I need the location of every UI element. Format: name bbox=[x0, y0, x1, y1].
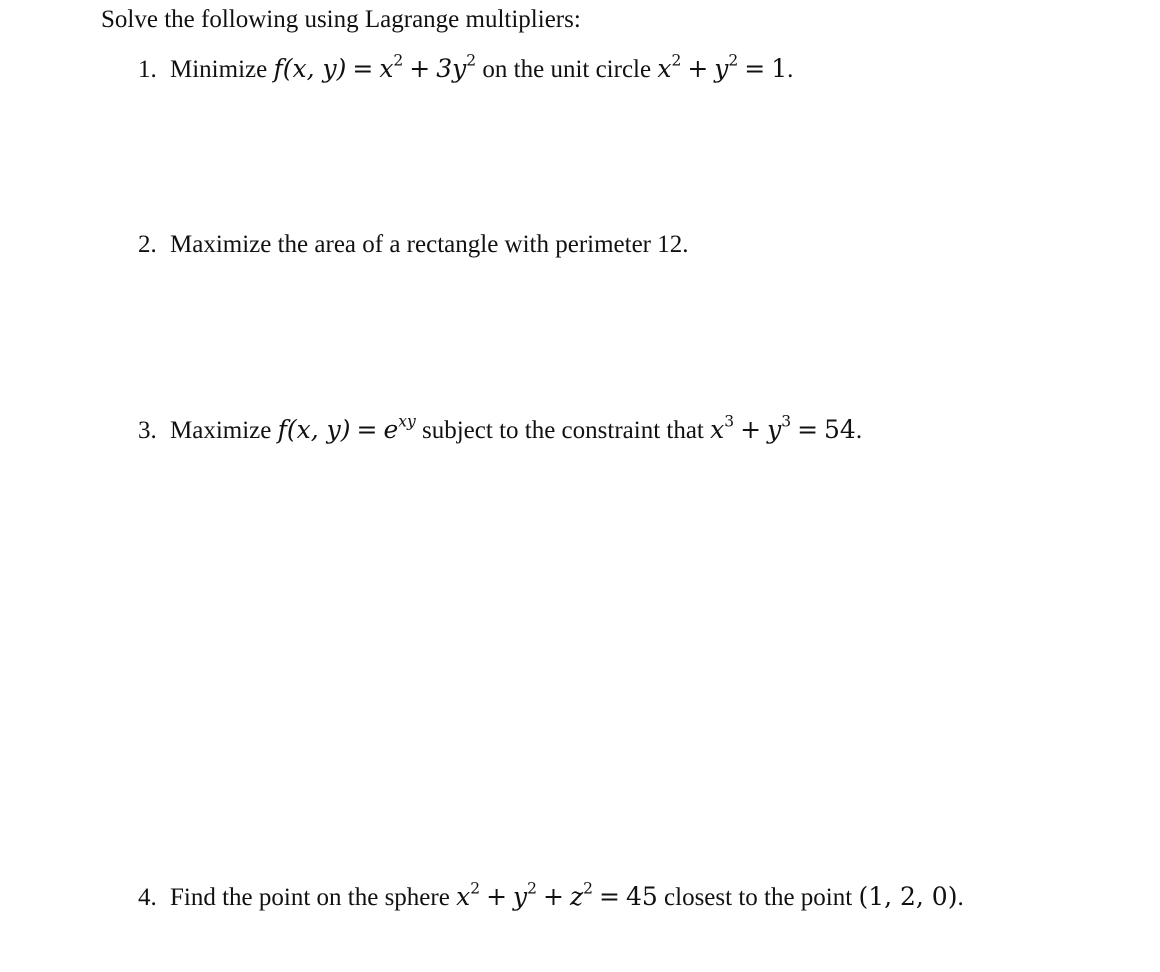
problem-verb: Maximize bbox=[170, 417, 272, 444]
constraint-equation: $x^3 + y^3 = 54$. bbox=[710, 412, 863, 444]
problem-number: 1. bbox=[138, 56, 157, 83]
target-point: (1, 2, 0). bbox=[858, 882, 964, 911]
problem-text: Maximize the area of a rectangle with perimeter 12. bbox=[170, 231, 689, 258]
problem-number: 2. bbox=[138, 231, 157, 258]
problem-1 bbox=[138, 51, 794, 84]
problem-verb: Minimize bbox=[170, 56, 268, 83]
problem-2 bbox=[138, 231, 689, 259]
problem-text: on the unit circle bbox=[482, 56, 652, 83]
problem-number: 4. bbox=[138, 884, 157, 911]
sphere-equation: $x^2 + y^2 + z^2 = 45$ bbox=[456, 879, 658, 911]
constraint-equation: $x^2 + y^2 = 1$. bbox=[657, 51, 794, 83]
objective-function: f(x, $y) = x^2 + 3y^2$ bbox=[273, 51, 477, 83]
problem-text: Find the point on the sphere bbox=[170, 884, 450, 911]
problem-3 bbox=[138, 412, 863, 445]
problem-4 bbox=[138, 879, 964, 912]
problem-number: 3. bbox=[138, 417, 157, 444]
problem-text: closest to the point bbox=[664, 884, 853, 911]
worksheet-heading: Solve the following using Lagrange multipliers: bbox=[101, 6, 581, 33]
problem-text: subject to the constraint that bbox=[422, 417, 704, 444]
objective-function: f(x, $y) = e^{xy}$ bbox=[277, 412, 416, 444]
